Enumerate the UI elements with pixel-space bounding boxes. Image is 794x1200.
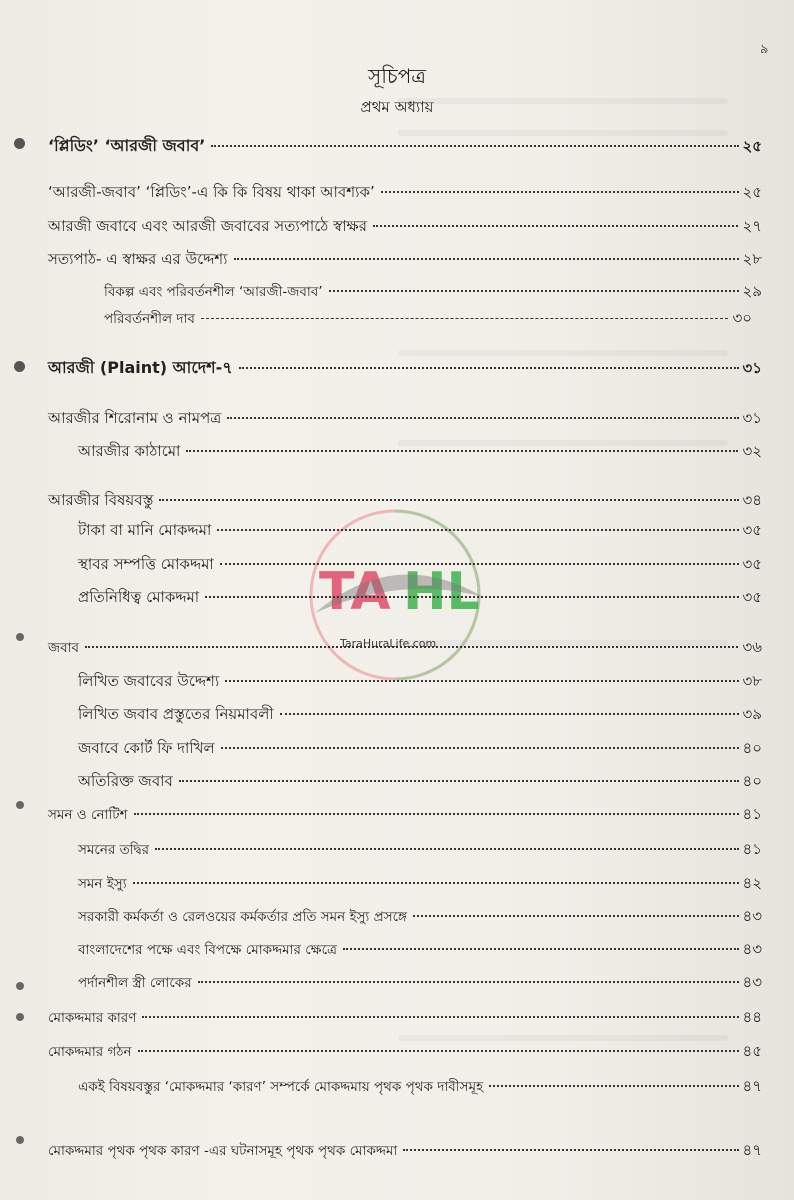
toc-entry-label: সত্যপাঠ- এ স্বাক্ষর এর উদ্দেশ্য — [48, 250, 228, 268]
toc-entry — [78, 971, 762, 996]
toc-entry — [78, 872, 762, 897]
toc-entry-page: ২৫ — [742, 137, 762, 155]
toc-entry-label: সমন ও নোটিশ — [48, 807, 128, 823]
toc-entry — [48, 1040, 762, 1065]
toc-entry — [48, 1139, 762, 1164]
leader-dots — [329, 290, 739, 292]
toc-entry-page: ৩৮ — [742, 672, 762, 690]
leader-dots — [205, 596, 738, 598]
toc-entry-page: ৩৫ — [742, 588, 762, 606]
leader-dots — [413, 915, 738, 917]
toc-entry — [48, 803, 762, 828]
section-bullet — [16, 633, 24, 641]
toc-entry-label: বাংলাদেশের পক্ষে এবং বিপক্ষে মোকদ্দমার ক্ষেত্রে — [78, 942, 337, 958]
leader-dots — [186, 450, 738, 452]
toc-entry-label: ‘প্লিডিং’ ‘আরজী জবাব’ — [48, 136, 206, 155]
section-bullet — [16, 1013, 24, 1021]
toc-entry-page: ৩৫ — [742, 521, 762, 539]
toc-entry — [48, 133, 762, 160]
page-title: সূচিপত্র — [368, 64, 426, 88]
svg-text:HL: HL — [403, 562, 480, 622]
toc-entry-label: আরজী (Plaint) আদেশ-৭ — [48, 358, 233, 377]
toc-entry — [78, 553, 762, 578]
leader-dots — [221, 747, 739, 749]
page-number: ৯ — [760, 42, 769, 57]
toc-entry-page: ২৫ — [742, 183, 762, 201]
toc-entry-page: ৪০ — [742, 772, 762, 790]
toc-entry-label: বিকল্প এবং পরিবর্তনশীল ‘আরজী-জবাব’ — [104, 284, 323, 300]
toc-entry-page: ৪৩ — [742, 973, 762, 991]
toc-entry-page: ৩৬ — [742, 638, 762, 656]
toc-entry-page: ২৭ — [742, 217, 762, 235]
leader-dots — [234, 258, 739, 260]
leader-dots — [179, 780, 739, 782]
toc-entry-page: ৪৭ — [742, 1141, 762, 1159]
toc-entry — [48, 181, 762, 206]
toc-entry-label: প্রতিনিধিত্ব মোকদ্দমা — [78, 588, 200, 606]
toc-entry-page: ৪৩ — [742, 907, 762, 925]
toc-entry-page: ৪২ — [742, 874, 762, 892]
leader-dots — [159, 499, 738, 501]
chapter-heading: প্রথম অধ্যায় — [360, 98, 434, 116]
leader-dots — [343, 948, 739, 950]
toc-entry-label: অতিরিক্ত জবাব — [78, 772, 173, 790]
toc-entry-label: সমনের তদ্বির — [78, 842, 150, 858]
toc-entry — [78, 838, 762, 863]
toc-entry-page: ৪১ — [742, 840, 762, 858]
section-bullet — [16, 1136, 24, 1144]
toc-entry-label: জবাবে কোর্ট ফি দাখিল — [78, 739, 215, 757]
toc-entry — [78, 905, 762, 930]
toc-entry — [78, 703, 762, 728]
leader-dots — [225, 680, 738, 682]
toc-entry-page: ৪১ — [742, 805, 762, 823]
toc-entry — [104, 307, 752, 332]
toc-entry-label: ‘আরজী-জবাব’ ‘প্লিডিং’-এ কি কি বিষয় থাকা আবশ্যক’ — [48, 183, 375, 201]
toc-entry — [78, 1075, 762, 1100]
toc-entry-label: পরিবর্তনশীল দাব — [104, 311, 195, 327]
leader-dots — [142, 1016, 738, 1018]
toc-entry — [48, 355, 762, 382]
toc-entry-page: ৪৭ — [742, 1077, 762, 1095]
watermark-site-text: TaraHuraLife.com — [340, 637, 437, 650]
toc-entry-page: ৪০ — [742, 739, 762, 757]
leader-dots — [227, 417, 738, 419]
svg-text:TA: TA — [319, 562, 391, 622]
leader-dots — [133, 882, 739, 884]
toc-entry — [78, 737, 762, 762]
toc-entry-label: সরকারী কর্মকর্তা ও রেলওয়ের কর্মকর্তার প্রতি সমন ইস্যু প্রসঙ্গে — [78, 909, 408, 925]
leader-dots — [85, 646, 738, 648]
toc-entry-label: স্থাবর সম্পত্তি মোকদ্দমা — [78, 555, 214, 573]
toc-entry — [48, 636, 762, 661]
leader-dots — [220, 563, 739, 565]
toc-entry-label: মোকদ্দমার গঠন — [48, 1044, 132, 1060]
toc-entry-label: একই বিষয়বস্তুর ‘মোকদ্দমার ‘কারণ’ সম্পর্কে মোকদ্দমায় পৃথক পৃথক দাবীসমূহ — [78, 1079, 484, 1095]
toc-entry — [78, 938, 762, 963]
section-bullet — [16, 982, 24, 990]
leader-dots — [373, 225, 739, 227]
toc-entry-page: ৩৪ — [742, 491, 762, 509]
leader-dots — [155, 848, 738, 850]
toc-entry-label: আরজীর শিরোনাম ও নামপত্র — [48, 409, 222, 427]
toc-entry — [78, 519, 762, 544]
toc-entry-page: ৩২ — [742, 442, 762, 460]
leader-dots — [239, 367, 739, 369]
toc-entry — [48, 1006, 762, 1031]
leader-dots — [217, 529, 738, 531]
leader-dots — [134, 813, 739, 815]
toc-entry-label: লিখিত জবাবের উদ্দেশ্য — [78, 672, 220, 690]
toc-entry-label: সমন ইস্যু — [78, 876, 127, 892]
toc-entry — [48, 489, 762, 514]
toc-entry — [104, 280, 762, 305]
leader-dots — [198, 981, 739, 983]
toc-entry-label: জবাব — [48, 640, 80, 656]
toc-entry-label: টাকা বা মানি মোকদ্দমা — [78, 521, 212, 539]
toc-entry — [48, 215, 762, 240]
toc-entry — [48, 407, 762, 432]
leader-dots — [280, 713, 739, 715]
toc-entry-label: মোকদ্দমার কারণ — [48, 1010, 137, 1026]
toc-entry-page: ৩১ — [742, 409, 762, 427]
toc-entry-label: আরজী জবাবে এবং আরজী জবাবের সত্যপাঠে স্বাক্ষর — [48, 217, 367, 235]
leader-dots — [489, 1085, 738, 1087]
leader-dots — [138, 1050, 739, 1052]
toc-entry-page: ৩৫ — [742, 555, 762, 573]
toc-entry — [78, 670, 762, 695]
leader-dots — [403, 1149, 738, 1151]
toc-entry — [78, 586, 762, 611]
toc-entry-page: ৩০ — [732, 309, 752, 327]
toc-entry — [78, 770, 762, 795]
toc-entry-label: পর্দানশীল স্ত্রী লোকের — [78, 975, 192, 991]
toc-entry-label: আরজীর বিষয়বস্তু — [48, 491, 154, 509]
toc-entry-page: ২৯ — [742, 282, 762, 300]
leader-dots — [381, 191, 739, 193]
toc-entry-label: আরজীর কাঠামো — [78, 442, 181, 460]
toc-entry-page: ৪৩ — [742, 940, 762, 958]
section-bullet — [14, 138, 25, 149]
toc-entry-page: ২৮ — [742, 250, 762, 268]
leader-dots — [211, 145, 738, 147]
toc-entry-page: ৪৪ — [742, 1008, 762, 1026]
leader-dashes — [201, 318, 729, 319]
toc-entry-page: ৩৯ — [742, 705, 762, 723]
section-bullet — [16, 801, 24, 809]
toc-entry-label: লিখিত জবাব প্রস্তুতের নিয়মাবলী — [78, 705, 274, 723]
toc-entry — [78, 440, 762, 465]
section-bullet — [14, 361, 25, 372]
toc-entry-page: ৪৫ — [742, 1042, 762, 1060]
toc-entry — [48, 248, 762, 273]
toc-entry-label: মোকদ্দমার পৃথক পৃথক কারণ -এর ঘটনাসমূহ পৃথক পৃথক মোকদ্দমা — [48, 1143, 398, 1159]
toc-entry-page: ৩১ — [742, 359, 762, 377]
